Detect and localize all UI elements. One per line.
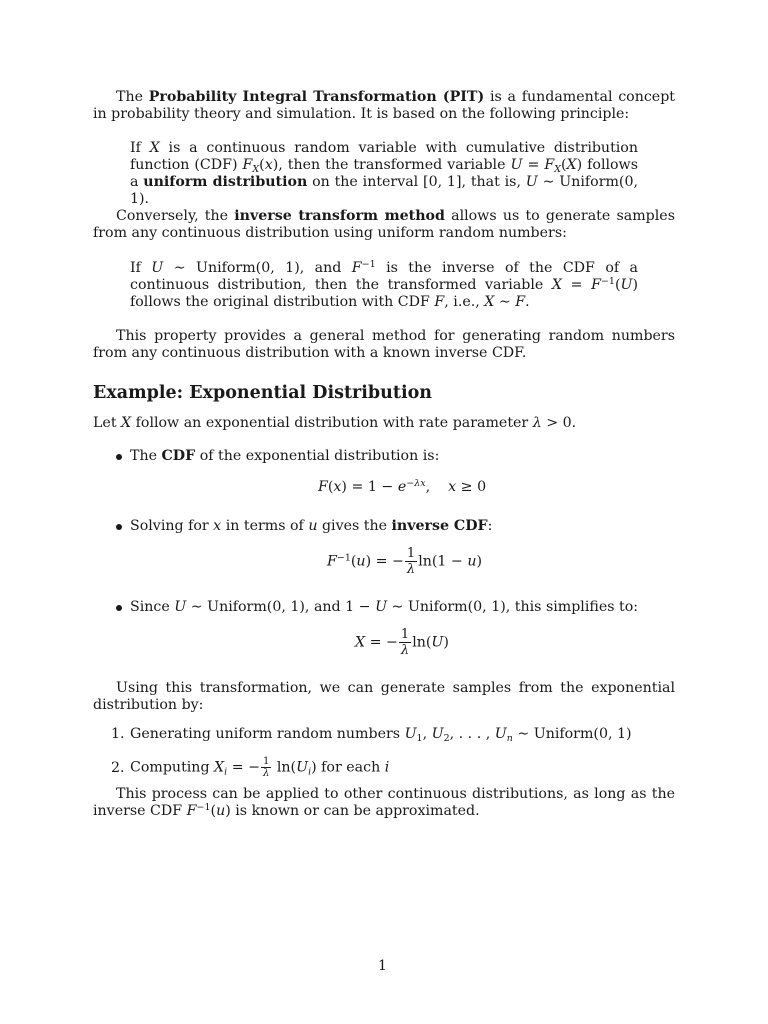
bullet-marker (116, 605, 122, 611)
bullet-marker (116, 524, 122, 530)
section-heading: Example: Exponential Distribution (93, 383, 432, 403)
closing-paragraph: This process can be applied to other continuous distributions, as long as the inverse CDF $F^{-1}(u)$ is known or can be approximated. (93, 786, 675, 819)
property-paragraph: This property provides a general method for generating random numbers from any continuous distribution with a known inverse CDF. (93, 328, 675, 361)
pit-principle: If X is a continuous random variable with cumulative distribution function (CDF) $F_X(x)$, then the transformed variable $U = F_X(X)$ follows a uniform distribution on the interval [0, 1], that is, U ∼ Uniform(0, 1). (130, 140, 639, 207)
equation-cdf: $F(x) = 1 - e^{-\lambda x}$, x ≥ 0 (318, 478, 487, 495)
bullet-marker (116, 454, 122, 460)
equation-inverse-cdf: $F^{-1}(u)$ = − $\frac{1}{\lambda}$ ln(1 − u) (327, 546, 483, 577)
conversely-paragraph: Conversely, the inverse transform method allows us to generate samples from any continuous distribution using uniform random numbers: (93, 208, 675, 241)
intro-paragraph: The Probability Integral Transformation (PIT) is a fundamental concept in probability theory and simulation. It is based on the following principle: (93, 89, 675, 122)
page-number: 1 (378, 958, 387, 974)
list-item: 1. Generating uniform random numbers $U_1$, $U_2$, . . . , $U_n$ ∼ Uniform(0, 1) (111, 726, 632, 744)
equation-simplified: X = − $\frac{1}{\lambda}$ ln(U) (355, 627, 449, 658)
let-paragraph: Let X follow an exponential distribution with rate parameter λ > 0. (93, 415, 577, 431)
list-item: 2. Computing $X_i$ = − $\frac{1}{\lambda}$ $\ln(U_i)$ for each i (111, 756, 390, 779)
inverse-principle: If U ∼ Uniform(0, 1), and $F^{-1}$ is the inverse of the CDF of a continuous distribution, then the transformed variable $X = F^{-1}(U)$ follows the original distribution with CDF F, i.e., X ∼ F. (130, 259, 639, 310)
using-paragraph: Using this transformation, we can generate samples from the exponential distribution by: (93, 680, 675, 713)
document-page: The Probability Integral Transformation (PIT) is a fundamental concept in probability theory and simulation. It is based on the following principle: If X is a continuous random variable with cumulative distribution function (CDF) $F_X(x)$, then the transformed variable $U = F_X(X)$ follows a uniform distribution on the interval [0, 1], that is, U ∼ Uniform(0, 1). Conversely, the inverse transform method allows us to generate samples from any continuous distribution using uniform random numbers: If U ∼ Uniform(0, 1), and $F^{-1}$ is the inverse of the CDF of a continuous distribution, then the transformed variable $X = F^{-1}(U)$ follows the original distribution with CDF F, i.e., X ∼ F. This property provides a general method for generating random numbers from any continuous distribution with a known inverse CDF. Example: Exponential Distribution Let X follow an exponential distribution with rate parameter λ > 0. The CDF of the exponential distribution is: $F(x) = 1 - e^{-\lambda x}$, x ≥ 0 Solving for x in terms of u gives the inverse CDF: $F^{-1}(u)$ = − $\frac{1}{\lambda}$ ln(1 − u) Since U ∼ Uniform(0, 1), and 1 − U ∼ Uniform(0, 1), this simplifies to: X = − $\frac{1}{\lambda}$ ln(U) Using this transformation, we can generate samples from the exponential distribution by: 1. Generating uniform random numbers $U_1$, $U_2$, . . . , $U_n$ ∼ Uniform(0, 1) 2. Computing $X_i$ = − $\frac{1}{\lambda}$ $\ln(U_i)$ for each i This process can be applied to other continuous distributions, as long as the inverse CDF $F^{-1}(u)$ is known or can be approximated. 1 (93, 89, 675, 974)
